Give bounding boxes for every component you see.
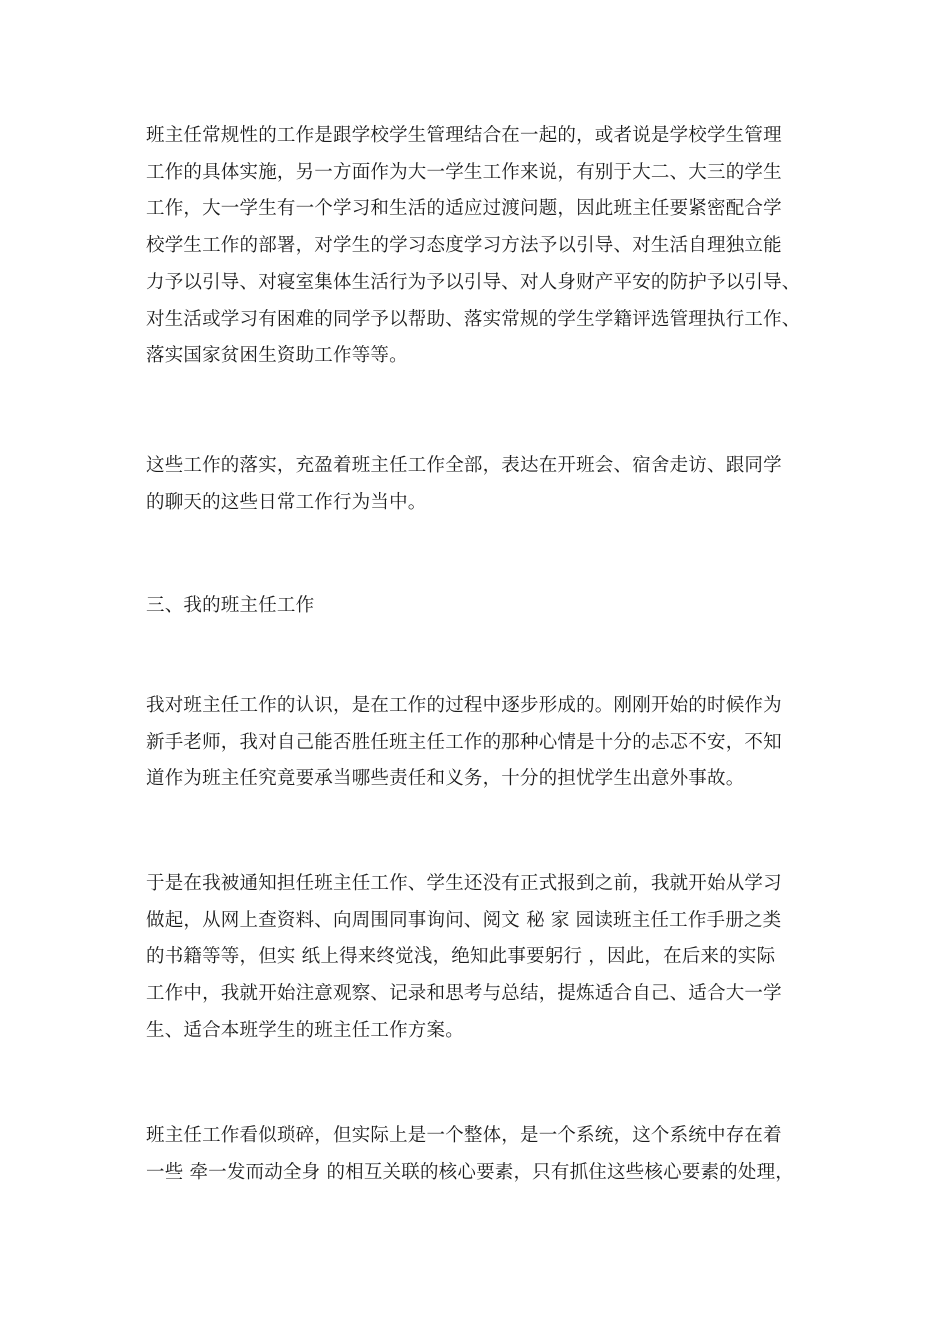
text-line: 新手老师，我对自己能否胜任班主任工作的那种心情是十分的忐忑不安，不知 xyxy=(146,731,782,753)
text-line: 做起，从网上查资料、向周围同事询问、阅文 秘 家 园读班主任工作手册之类 xyxy=(146,909,782,931)
text-line: 生、适合本班学生的班主任工作方案。 xyxy=(146,1019,464,1041)
text-line: 这些工作的落实，充盈着班主任工作全部，表达在开班会、宿舍走访、跟同学 xyxy=(146,455,782,476)
text-line: 工作，大一学生有一个学习和生活的适应过渡问题，因此班主任要紧密配合学 xyxy=(146,198,782,220)
text-line: 一些 牵一发而动全身 的相互关联的核心要素，只有抓住这些核心要素的处理， xyxy=(146,1161,794,1183)
text-line: 于是在我被通知担任班主任工作、学生还没有正式报到之前，我就开始从学习 xyxy=(146,873,782,894)
text-line: 力予以引导、对寝室集体生活行为予以引导、对人身财产平安的防护予以引导、 xyxy=(146,271,801,293)
text-line: 的书籍等等，但实 纸上得来终觉浅，绝知此事要躬行 ，因此，在后来的实际 xyxy=(146,946,776,968)
section-heading xyxy=(146,588,810,625)
text-line: 工作的具体实施，另一方面作为大一学生工作来说，有别于大二、大三的学生 xyxy=(146,161,782,183)
text-line: 的聊天的这些日常工作行为当中。 xyxy=(146,491,427,513)
text-line: 校学生工作的部署，对学生的学习态度学习方法予以引导、对生活自理独立能 xyxy=(146,235,782,257)
paragraph-work-implementation xyxy=(146,448,810,521)
text-line: 班主任常规性的工作是跟学校学生管理结合在一起的，或者说是学校学生管理 xyxy=(146,125,782,146)
paragraph-preparation xyxy=(146,866,810,1050)
text-line: 落实国家贫困生资助工作等等。 xyxy=(146,345,408,367)
paragraph-class-teacher-routine-work xyxy=(146,118,810,375)
text-line: 班主任工作看似琐碎，但实际上是一个整体，是一个系统，这个系统中存在着 xyxy=(146,1125,782,1146)
text-line: 对生活或学习有困难的同学予以帮助、落实常规的学生学籍评选管理执行工作、 xyxy=(146,308,801,330)
text-line: 我对班主任工作的认识，是在工作的过程中逐步形成的。刚刚开始的时候作为 xyxy=(146,695,782,716)
text-line: 工作中，我就开始注意观察、记录和思考与总结，提炼适合自己、适合大一学 xyxy=(146,983,782,1005)
paragraph-my-understanding xyxy=(146,688,810,798)
text-line: 道作为班主任究竟要承当哪些责任和义务，十分的担忧学生出意外事故。 xyxy=(146,768,745,790)
paragraph-system-view xyxy=(146,1118,810,1191)
section-heading-text: 三、我的班主任工作 xyxy=(146,595,315,616)
